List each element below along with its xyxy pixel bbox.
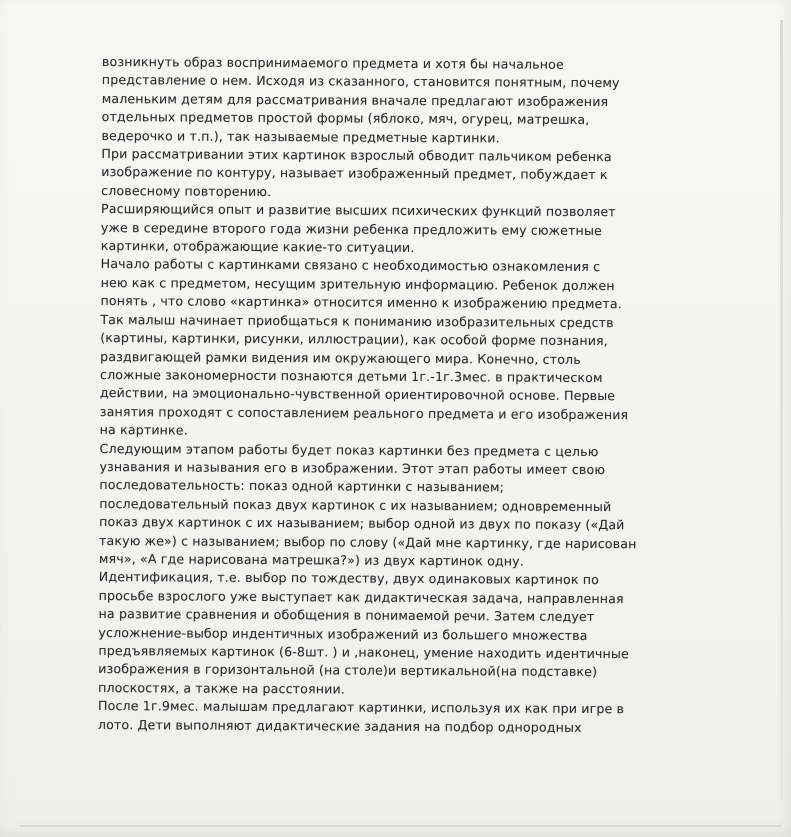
- text-line: лото. Дети выполняют дидактические задания на подбор однородных: [97, 716, 582, 735]
- text-line: изображение по контуру, называет изображенный предмет, побуждает к: [101, 164, 608, 183]
- text-line: Следующим этапом работы будет показ картинки без предмета с целью: [99, 440, 599, 459]
- page-bottom-edge: [20, 825, 781, 827]
- text-line: Начало работы с картинками связано с необходимостью ознакомления с: [100, 256, 601, 275]
- text-line: занятия проходят с сопоставлением реального предмета и его изображения: [99, 403, 629, 422]
- text-line: словесному повторению.: [101, 182, 272, 199]
- page-right-edge: [780, 20, 783, 800]
- text-line: ведерочко и т.п.), так называемые предметные картинки.: [101, 127, 500, 146]
- text-line: просьбе взрослого уже выступает как дидактическая задача, направленная: [98, 587, 624, 606]
- text-line: действии, на эмоционально-чувственной ориентировочной основе. Первые: [99, 385, 616, 404]
- text-line: раздвигающей рамки видения им окружающего мира. Конечно, столь: [100, 348, 581, 367]
- text-line: При рассматривании этих картинок взрослый обводит пальчиком ребенка: [101, 146, 612, 165]
- text-line: понять , что слово «картинка» относится именно к изображению предмета.: [100, 293, 622, 312]
- text-line: Так малыш начинает приобщаться к пониманию изобразительных средств: [100, 311, 614, 330]
- text-line: представление о нем. Исходя из сказанного, становится понятным, почему: [101, 72, 620, 91]
- text-line: мяч», «А где нарисована матрешка?») из двух картинок одну.: [98, 550, 524, 569]
- text-line: Идентификация, т.е. выбор по тождеству, двух одинаковых картинок по: [98, 569, 600, 588]
- text-line: предъявляемых картинок (6-8шт. ) и ,наконец, умение находить идентичные: [98, 642, 629, 662]
- text-line: Расширяющийся опыт и развитие высших психических функций позволяет: [101, 201, 616, 220]
- text-line: узнавания и называния его в изображении. Этот этап работы имеет свою: [99, 458, 606, 478]
- text-line: маленьким детям для рассматривания вначале предлагают изображения: [101, 90, 609, 109]
- document-text: [98, 53, 712, 738]
- text-line: нею как с предметом, несущим зрительную информацию. Ребенок должен: [100, 274, 615, 294]
- text-line: После 1г.9мес. малышам предлагают картинки, используя их как при игре в: [97, 698, 625, 717]
- text-line: такую же») с называнием; выбор по слову («Дай мне картинку, где нарисован: [98, 532, 637, 551]
- text-line: на развитие сравнения и обобщения в понимаемой речи. Затем следует: [98, 606, 595, 625]
- text-line: усложнение-выбор индентичных изображений из большего множества: [98, 624, 588, 643]
- text-line: уже в середине второго года жизни ребенка предложить ему сюжетные: [100, 219, 603, 238]
- text-line: плоскостях, а также на расстоянии.: [98, 679, 346, 697]
- text-line: показ двух картинок с их называнием; выбор одной из двух по показу («Дай: [99, 514, 625, 533]
- text-line: (картины, картинки, рисунки, иллюстрации), как особой форме познания,: [100, 330, 609, 349]
- text-line: картинки, отображающие какие-то ситуации.: [100, 238, 415, 255]
- text-line: последовательный показ двух картинок с их называнием; одновременный: [99, 495, 612, 514]
- text-line: изображения в горизонтальной (на столе)и вертикальной(на подставке): [98, 661, 598, 680]
- text-line: возникнуть образ воспринимаемого предмета и хотя бы начальное: [101, 53, 564, 72]
- text-line: отдельных предметов простой формы (яблоко, мяч, огурец, матрешка,: [101, 109, 590, 128]
- text-line: сложные закономерности познаются детьми 1г.-1г.3мес. в практическом: [99, 366, 603, 385]
- text-line: на картинке.: [99, 422, 188, 438]
- text-line: последовательность: показ одной картинки с называнием;: [99, 477, 505, 495]
